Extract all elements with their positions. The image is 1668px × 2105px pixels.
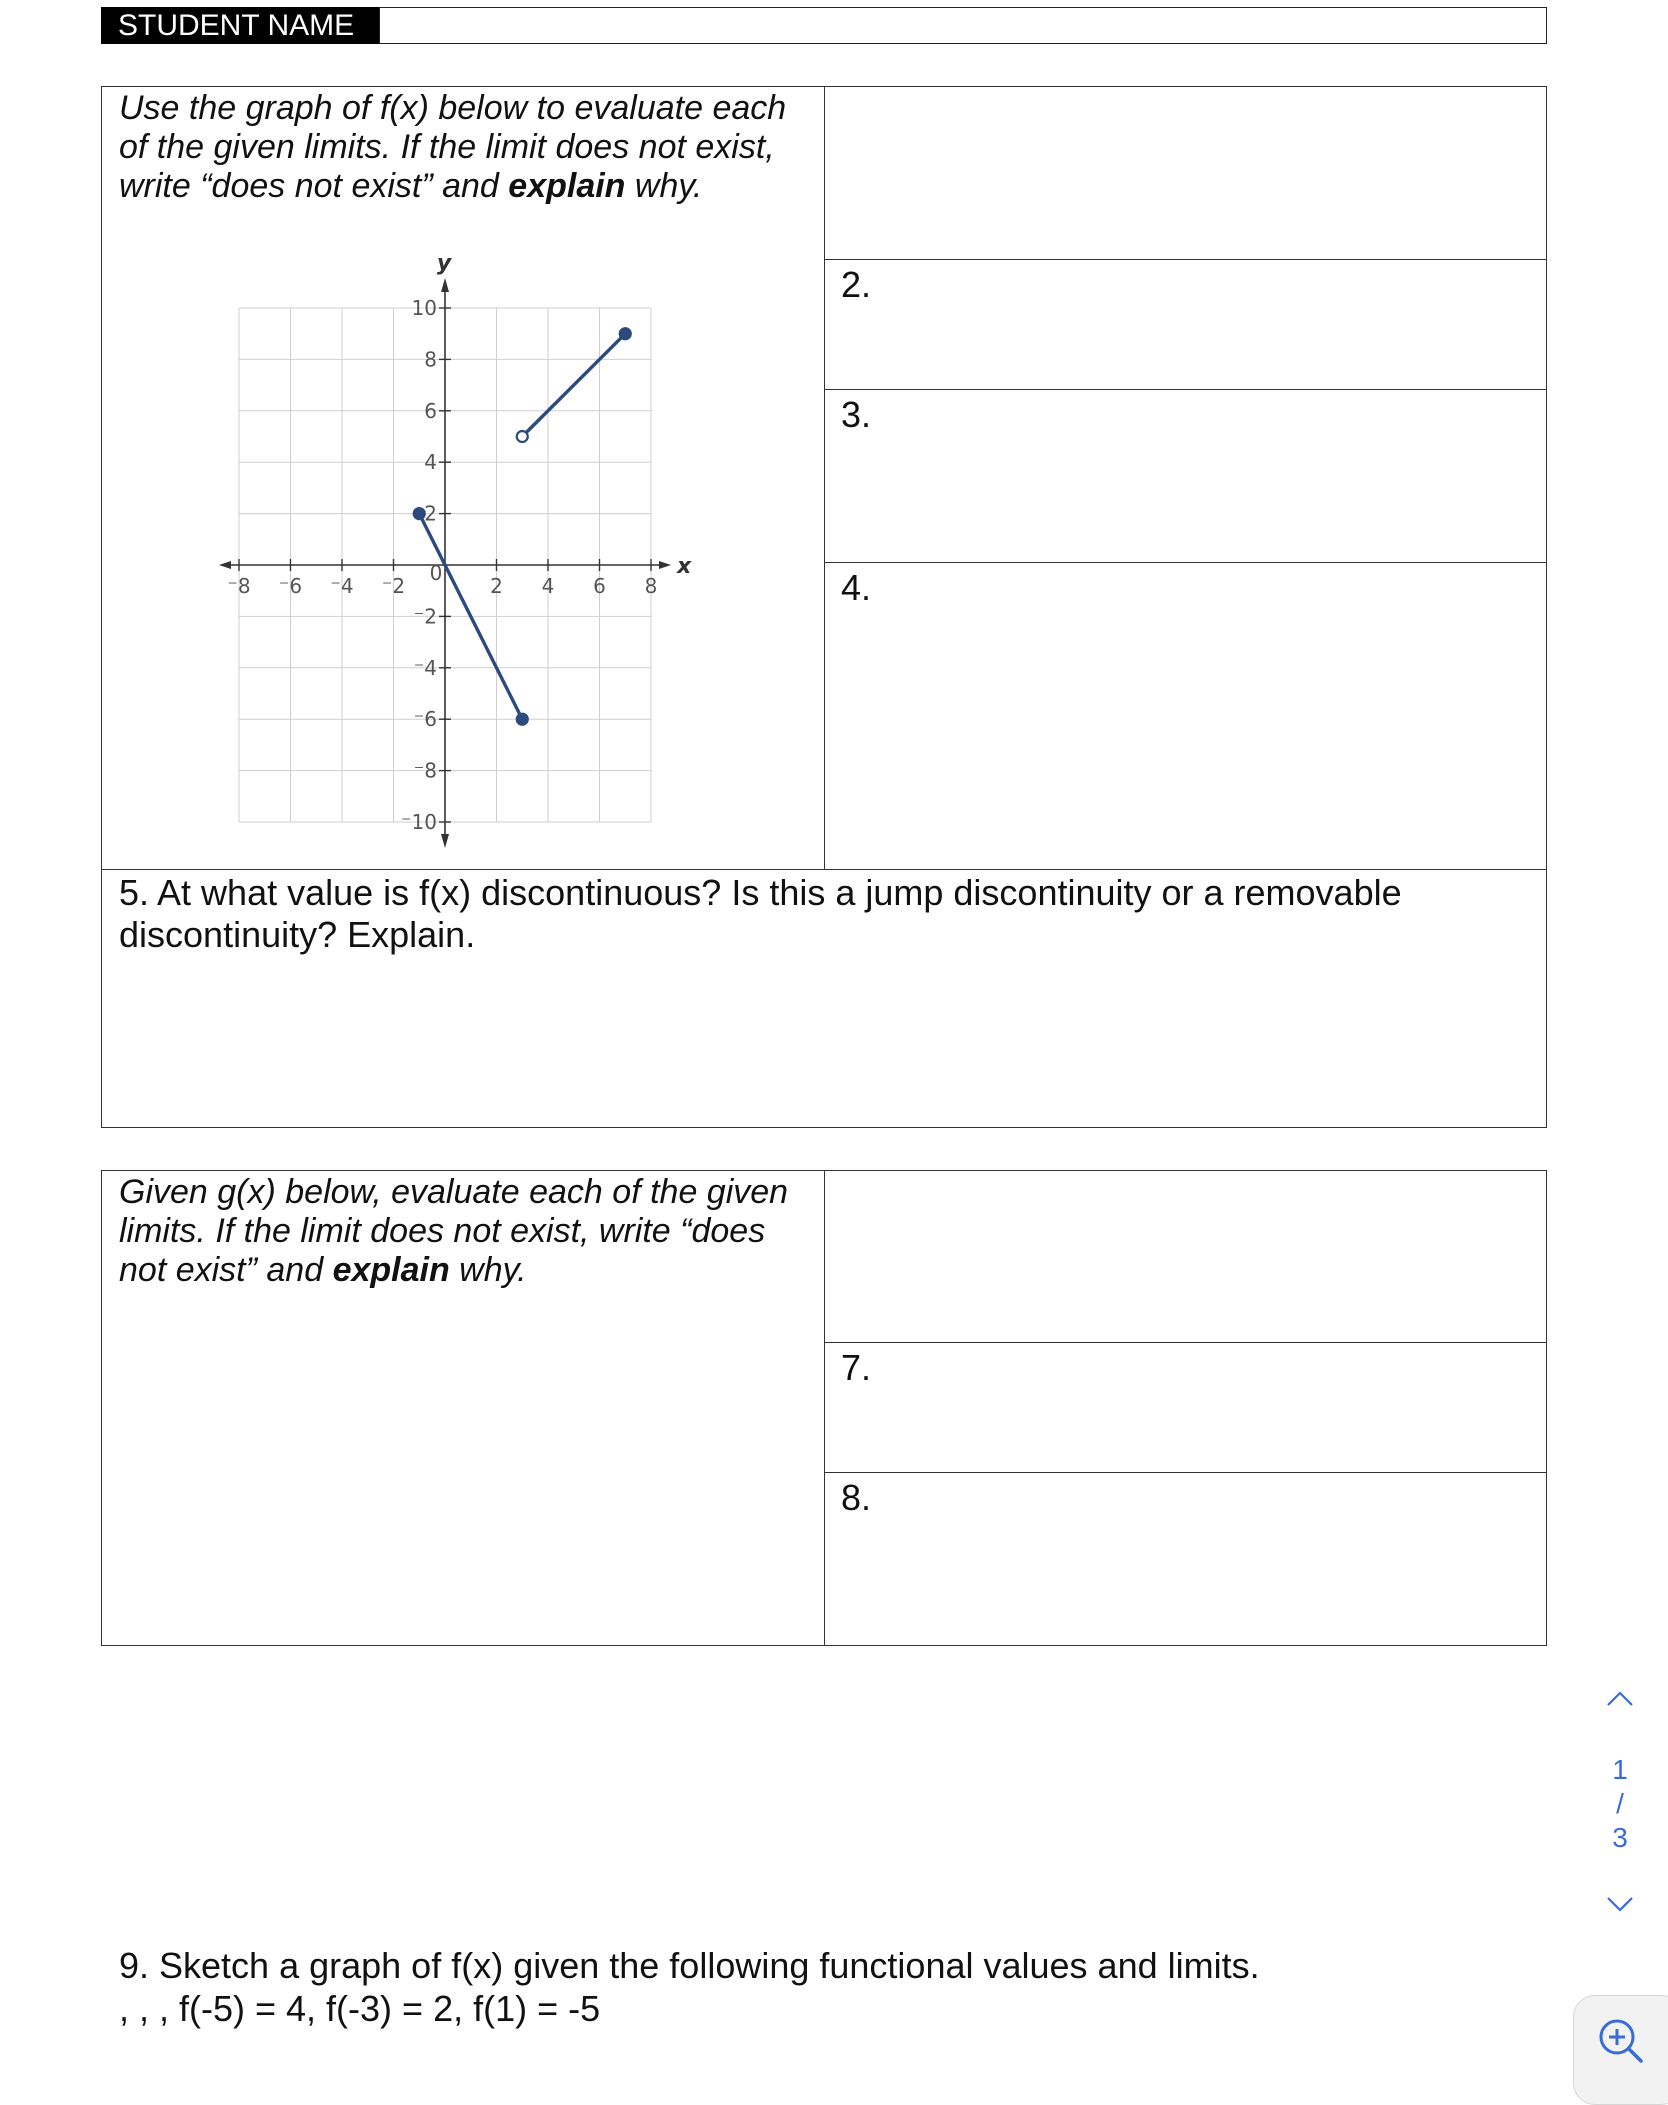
section1-row-line-2 <box>824 259 1547 260</box>
y-tick-label: ⁻10 <box>400 810 437 834</box>
open-point <box>517 431 528 442</box>
question-3-label: 3. <box>841 394 872 435</box>
y-axis-label: y <box>436 252 452 276</box>
question-5-text: 5. At what value is f(x) discontinuous? Is this a jump discontinuity or a removable discontinuity? Explain. <box>119 872 1402 955</box>
x-tick-label: ⁻2 <box>381 574 406 598</box>
x-axis-label: x <box>677 554 692 579</box>
chevron-up-icon <box>1605 1688 1635 1710</box>
x-tick-label: 8 <box>644 574 658 598</box>
section1-instructions: Use the graph of f(x) below to evaluate each of the given limits. If the limit does not exist, write “does not exist” and explain why. <box>119 89 787 205</box>
y-tick-label: 4 <box>424 450 437 475</box>
y-tick-label: 6 <box>424 398 437 423</box>
x-tick-label: ⁻4 <box>330 574 354 598</box>
x-tick-label: 4 <box>541 574 555 598</box>
page-down-button[interactable] <box>1605 1893 1635 1915</box>
closed-point <box>414 508 425 519</box>
student-name-label: STUDENT NAME <box>101 7 381 44</box>
page-up-button[interactable] <box>1605 1688 1635 1710</box>
x-tick-label: 6 <box>593 574 606 598</box>
question-9-values: , , , f(-5) = 4, f(-3) = 2, f(1) = -5 <box>119 1988 601 2029</box>
section1-row-line-4 <box>824 562 1547 563</box>
fx-graph <box>205 252 705 862</box>
section2-row-line-7 <box>824 1342 1547 1343</box>
page-current: 1 <box>1612 1754 1628 1785</box>
section2-row-line-8 <box>824 1472 1547 1473</box>
y-tick-label: 2 <box>424 501 437 526</box>
zoom-in-icon <box>1596 2016 1646 2066</box>
y-tick-label: ⁻4 <box>413 655 437 680</box>
chevron-down-icon <box>1605 1893 1635 1915</box>
x-tick-label: 2 <box>490 574 503 598</box>
y-tick-label: 10 <box>411 296 437 320</box>
page-total: 3 <box>1612 1822 1628 1853</box>
section1-row-line-3 <box>824 389 1547 390</box>
closed-point <box>620 328 631 339</box>
question-7-label: 7. <box>841 1347 872 1388</box>
x-axis-arrow-left <box>219 561 231 569</box>
question-9-text: 9. Sketch a graph of f(x) given the following functional values and limits. <box>119 1945 1260 1986</box>
question-8-label: 8. <box>841 1477 872 1518</box>
x-axis-arrow-right <box>659 561 671 569</box>
x-tick-label: ⁻6 <box>278 574 303 598</box>
y-tick-label: 8 <box>424 347 437 372</box>
x-tick-label: ⁻8 <box>227 574 251 598</box>
section1-divider <box>824 86 825 870</box>
section2-instructions: Given g(x) below, evaluate each of the given limits. If the limit does not exist, write “does not exist” and explain why. <box>119 1173 789 1289</box>
y-tick-label: ⁻6 <box>413 707 437 732</box>
zoom-in-button[interactable] <box>1573 1995 1668 2105</box>
closed-point <box>517 714 528 725</box>
y-axis-arrow-down <box>441 834 449 848</box>
question-4-label: 4. <box>841 567 872 608</box>
section1-row-line-5 <box>101 869 1547 870</box>
y-tick-label: ⁻2 <box>413 604 437 629</box>
section2-divider <box>824 1170 825 1646</box>
series-segment-right <box>522 334 625 437</box>
student-name-field[interactable] <box>379 7 1547 44</box>
y-tick-label: ⁻8 <box>413 758 437 783</box>
page-separator: / <box>1616 1788 1624 1819</box>
question-2-label: 2. <box>841 264 872 305</box>
x-tick-label: 0 <box>429 561 443 585</box>
y-axis-arrow-up <box>441 278 449 292</box>
